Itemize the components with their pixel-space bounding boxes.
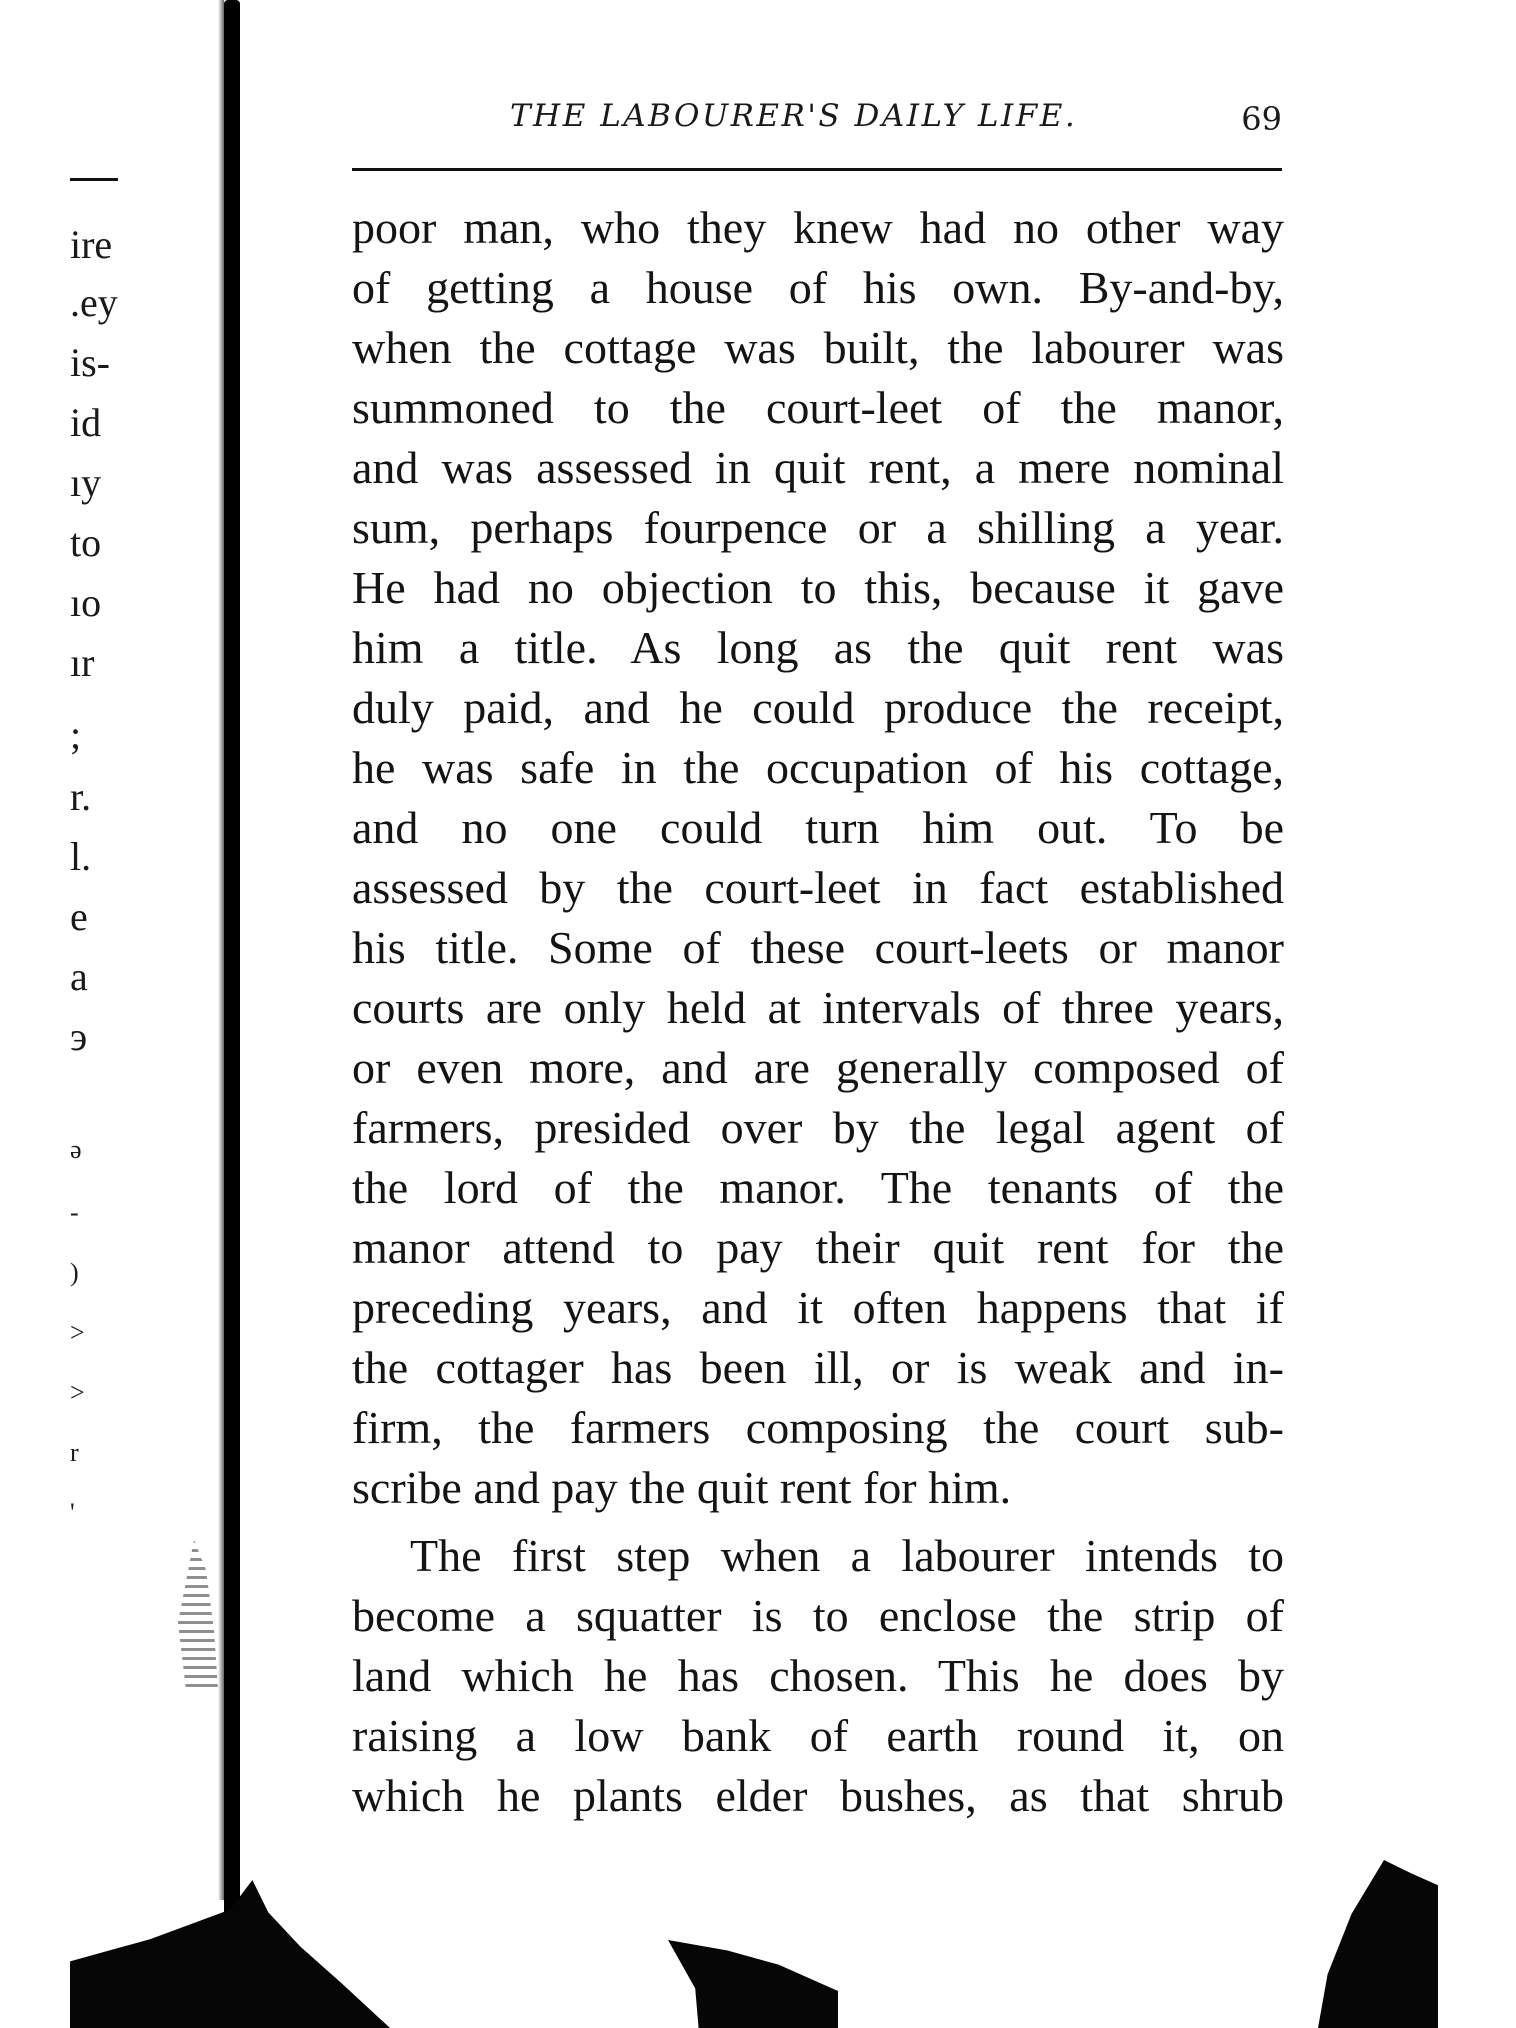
facing-fragment: ): [70, 1258, 79, 1287]
text-line: courts are only held at intervals of three years,: [352, 982, 1284, 1033]
text-line: him a title. As long as the quit rent was: [352, 622, 1284, 673]
facing-fragment: ': [70, 1498, 75, 1527]
facing-fragment: r: [70, 1438, 79, 1467]
text-line: scribe and pay the quit rent for him.: [352, 1462, 1012, 1513]
binding-gutter: [224, 0, 240, 2028]
facing-fragment: ə: [70, 1135, 82, 1164]
text-line: preceding years, and it often happens that if: [352, 1282, 1284, 1333]
text-line: and no one could turn him out. To be: [352, 802, 1284, 853]
text-line: firm, the farmers composing the court sub-: [352, 1402, 1284, 1453]
facing-fragment: l.: [70, 834, 92, 879]
scan-shadow-right: [1318, 1860, 1438, 2028]
facing-fragment: r.: [70, 774, 92, 819]
text-line: farmers, presided over by the legal agent of: [352, 1102, 1284, 1153]
facing-fragment: >: [70, 1378, 85, 1407]
facing-fragment: ;: [70, 712, 82, 757]
text-line: or even more, and are generally composed of: [352, 1042, 1284, 1093]
text-line: assessed by the court-leet in fact established: [352, 862, 1284, 913]
header-rule: [352, 168, 1282, 171]
text-line: become a squatter is to enclose the strip of: [352, 1590, 1284, 1641]
text-line: his title. Some of these court-leets or manor: [352, 922, 1284, 973]
scan-shadow-middle: [668, 1940, 838, 2028]
facing-fragment: id: [70, 400, 102, 445]
running-header-title: THE LABOURER'S DAILY LIFE.: [510, 98, 1078, 134]
text-line: the lord of the manor. The tenants of the: [352, 1162, 1284, 1213]
running-header: [350, 98, 1290, 148]
text-line: sum, perhaps fourpence or a shilling a year.: [352, 502, 1284, 553]
facing-fragment: -: [70, 1198, 79, 1227]
body-text: [352, 198, 1284, 1826]
facing-page-rule: [70, 178, 118, 181]
paragraph-1: [352, 198, 1284, 1518]
text-line: and was assessed in quit rent, a mere nominal: [352, 442, 1284, 493]
facing-fragment: to: [70, 520, 102, 565]
page-number: 69: [1241, 100, 1282, 138]
facing-fragment: a: [70, 954, 88, 999]
facing-fragment: э: [70, 1014, 88, 1059]
facing-fragment: ıo: [70, 580, 102, 625]
facing-fragment: ıy: [70, 460, 102, 505]
text-line: of getting a house of his own. By-and-by,: [352, 262, 1284, 313]
text-line: The first step when a labourer intends to: [410, 1530, 1284, 1581]
facing-fragment: ire: [70, 222, 113, 267]
text-line: summoned to the court-leet of the manor,: [352, 382, 1284, 433]
text-line: land which he has chosen. This he does by: [352, 1650, 1284, 1701]
text-line: He had no objection to this, because it gave: [352, 562, 1284, 613]
facing-fragment: .ey: [70, 280, 118, 325]
text-line: raising a low bank of earth round it, on: [352, 1710, 1284, 1761]
paragraph-2: [352, 1526, 1284, 1826]
text-line: poor man, who they knew had no other way: [352, 202, 1284, 253]
facing-fragment: e: [70, 894, 88, 939]
text-line: the cottager has been ill, or is weak and in-: [352, 1342, 1284, 1393]
facing-page-fragments: [70, 222, 180, 1645]
text-line: when the cottage was built, the labourer was: [352, 322, 1284, 373]
text-line: he was safe in the occupation of his cottage,: [352, 742, 1284, 793]
facing-fragment: ır: [70, 640, 95, 685]
text-line: manor attend to pay their quit rent for the: [352, 1222, 1284, 1273]
text-line: duly paid, and he could produce the receipt,: [352, 682, 1284, 733]
facing-fragment: >: [70, 1318, 85, 1347]
text-line: which he plants elder bushes, as that shrub: [352, 1770, 1284, 1821]
facing-fragment: is-: [70, 340, 110, 385]
scan-speckle: [178, 1540, 218, 1690]
